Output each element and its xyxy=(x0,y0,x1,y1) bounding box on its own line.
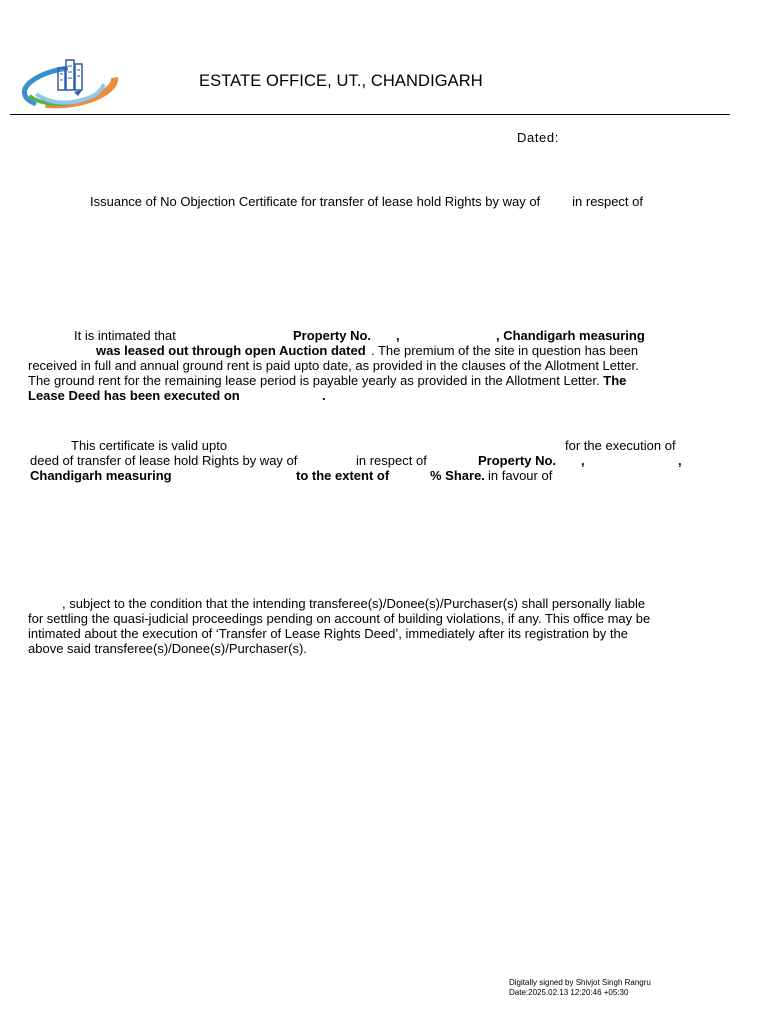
subject-in-respect-of: in respect of xyxy=(572,194,643,209)
intimated-text: It is intimated that xyxy=(74,328,176,343)
para2-line1 xyxy=(28,438,708,453)
office-title: ESTATE OFFICE, UT., CHANDIGARH xyxy=(199,72,483,90)
estate-office-logo xyxy=(18,54,122,114)
chandigarh-measuring: , Chandigarh measuring xyxy=(496,328,645,343)
for-execution-text: for the execution of xyxy=(565,438,676,453)
property-comma: , xyxy=(396,328,400,343)
property-no-label-2: Property No. xyxy=(478,453,557,468)
premium-text: . The premium of the site in question has been xyxy=(371,343,639,358)
property-no-label: Property No. xyxy=(293,328,372,343)
para2-line2 xyxy=(28,453,708,468)
digital-signature xyxy=(509,978,651,998)
para1-line2 xyxy=(28,343,708,358)
valid-upto-text: This certificate is valid upto xyxy=(71,438,228,453)
paragraph-validity xyxy=(28,438,708,483)
share-text: % Share. xyxy=(430,468,485,483)
dated-label: Dated: xyxy=(517,130,559,145)
header-divider xyxy=(10,114,730,115)
para1-line1 xyxy=(28,328,708,343)
in-respect-of-text: in respect of xyxy=(356,453,427,468)
para3-line4: above said transferee(s)/Donee(s)/Purchaser(s). xyxy=(28,641,307,656)
subject-text: Issuance of No Objection Certificate for transfer of lease hold Rights by way of xyxy=(90,194,541,209)
para3-line1: , subject to the condition that the intending transferee(s)/Donee(s)/Purchaser(s) shall personally liable xyxy=(62,596,646,611)
property-comma-2: , xyxy=(678,453,682,468)
paragraph-conditions xyxy=(28,596,708,656)
para2-line3 xyxy=(28,468,708,483)
in-favour-of-text: in favour of xyxy=(488,468,553,483)
para1-line5 xyxy=(28,388,708,403)
ground-rent-text: The ground rent for the remaining lease period is payable yearly as provided in the Allotment Letter. xyxy=(28,373,600,388)
paragraph-lease-details xyxy=(28,328,708,403)
signature-date: Date:2025.02.13 12:20:46 +05:30 xyxy=(509,988,629,997)
leased-out-text: was leased out through open Auction dated xyxy=(96,343,366,358)
property-comma-1: , xyxy=(581,453,585,468)
para1-line4 xyxy=(28,373,708,388)
subject-line xyxy=(90,194,643,209)
the-bold: The xyxy=(603,373,627,388)
deed-transfer-text: deed of transfer of lease hold Rights by way of xyxy=(30,453,298,468)
chandigarh-measuring-2: Chandigarh measuring xyxy=(30,468,172,483)
lease-deed-period: . xyxy=(322,388,326,403)
extent-of-text: to the extent of xyxy=(296,468,390,483)
para3-line3: intimated about the execution of ‘Transfer of Lease Rights Deed’, immediately after its registration by the xyxy=(28,626,628,641)
signature-signed-by: Digitally signed by Shivjot Singh Rangru xyxy=(509,978,651,987)
lease-deed-executed: Lease Deed has been executed on xyxy=(28,388,240,403)
para3-line2: for settling the quasi-judicial proceedings pending on account of building violations, if any. This office may be xyxy=(28,611,651,626)
para1-line3: received in full and annual ground rent is paid upto date, as provided in the clauses of the Allotment Letter. xyxy=(28,358,639,373)
